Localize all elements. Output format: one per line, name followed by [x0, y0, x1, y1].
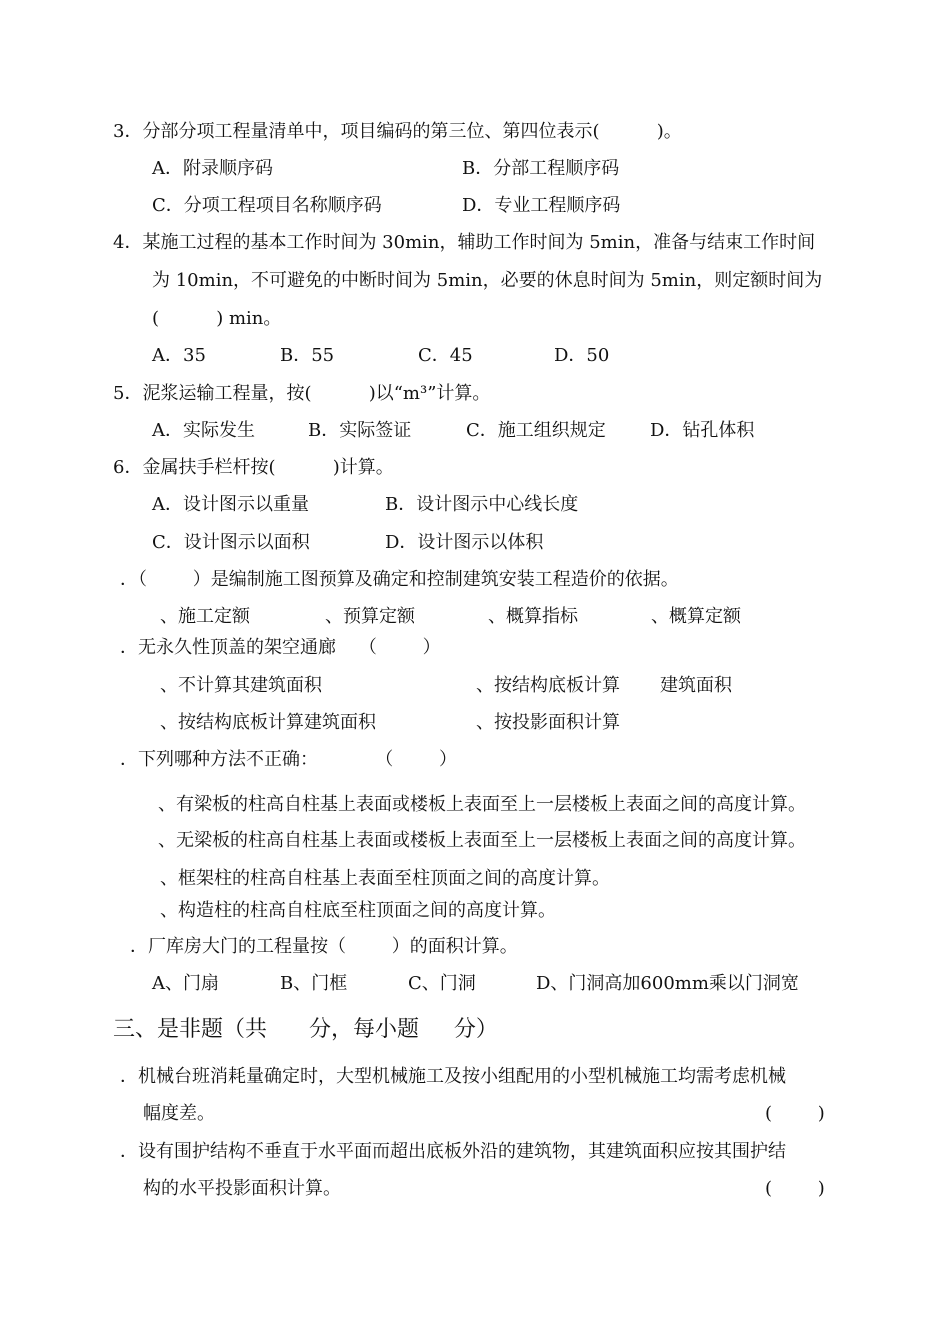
question-7-option-b: 、预算定额 [325, 606, 415, 627]
section-3-heading: 三、是非题（共 分，每小题 分） [113, 1017, 498, 1042]
question-8-option-d: 、按投影面积计算 [476, 712, 620, 733]
question-10-option-b: B、门框 [280, 973, 348, 994]
question-9-option-c: 、框架柱的柱高自柱基上表面至柱顶面之间的高度计算。 [160, 868, 610, 889]
question-3-option-b: B．分部工程顺序码 [462, 158, 620, 179]
true-false-1-answer-paren: ( ) [765, 1103, 825, 1124]
question-7-stem: ．（ ）是编制施工图预算及确定和控制建筑安装工程造价的依据。 [120, 569, 679, 590]
true-false-2-line-1: ．设有围护结构不垂直于水平面而超出底板外沿的建筑物，其建筑面积应按其围护结 [120, 1141, 786, 1162]
question-6-option-d: D．设计图示以体积 [385, 532, 544, 553]
question-9-stem: ．下列哪种方法不正确： （ ） [120, 749, 457, 770]
question-6-option-c: C．设计图示以面积 [152, 532, 310, 553]
question-10-option-c: C、门洞 [408, 973, 476, 994]
question-5-option-b: B．实际签证 [308, 420, 412, 441]
question-3-stem: 3．分部分项工程量清单中，项目编码的第三位、第四位表示( )。 [113, 121, 682, 142]
question-3-option-d: D．专业工程顺序码 [462, 195, 621, 216]
question-5-stem: 5．泥浆运输工程量，按( )以“m³”计算。 [113, 383, 491, 404]
question-5-option-a: A．实际发生 [152, 420, 255, 441]
question-10-stem: ．厂库房大门的工程量按（ ）的面积计算。 [130, 936, 518, 957]
question-7-option-a: 、施工定额 [160, 606, 250, 627]
question-5-option-c: C．施工组织规定 [466, 420, 606, 441]
question-4-stem-line-3: ( ) min。 [152, 308, 282, 329]
question-6-stem: 6．金属扶手栏杆按( )计算。 [113, 457, 394, 478]
question-4-option-b: B．55 [280, 345, 335, 366]
question-10-option-d: D、门洞高加600mm乘以门洞宽 [536, 973, 799, 994]
question-8-stem: ．无永久性顶盖的架空通廊 （ ） [120, 637, 441, 658]
question-4-stem-line-2: 为 10min，不可避免的中断时间为 5min，必要的休息时间为 5min，则定额时间为 [152, 270, 823, 291]
question-3-option-a: A．附录顺序码 [152, 158, 273, 179]
question-4-option-d: D．50 [554, 345, 610, 366]
true-false-1-line-2: 幅度差。 [143, 1103, 215, 1124]
question-8-option-b-part-1: 、按结构底板计算 [476, 675, 620, 696]
true-false-2-answer-paren: ( ) [765, 1178, 825, 1199]
question-8-option-b-part-2: 建筑面积 [660, 675, 732, 696]
question-5-option-d: D．钻孔体积 [650, 420, 755, 441]
question-10-option-a: A、门扇 [152, 973, 219, 994]
question-7-option-c: 、概算指标 [488, 606, 578, 627]
question-3-option-c: C．分项工程项目名称顺序码 [152, 195, 382, 216]
question-4-stem-line-1: 4．某施工过程的基本工作时间为 30min，辅助工作时间为 5min，准备与结束工作时间 [113, 232, 816, 253]
question-6-option-a: A．设计图示以重量 [152, 494, 309, 515]
question-4-option-c: C．45 [418, 345, 473, 366]
true-false-2-line-2: 构的水平投影面积计算。 [143, 1178, 341, 1199]
question-6-option-b: B．设计图示中心线长度 [385, 494, 579, 515]
question-8-option-a: 、不计算其建筑面积 [160, 675, 322, 696]
question-9-option-d: 、构造柱的柱高自柱底至柱顶面之间的高度计算。 [160, 900, 556, 921]
question-7-option-d: 、概算定额 [651, 606, 741, 627]
true-false-1-line-1: ．机械台班消耗量确定时，大型机械施工及按小组配用的小型机械施工均需考虑机械 [120, 1066, 786, 1087]
question-9-option-b: 、无梁板的柱高自柱基上表面或楼板上表面至上一层楼板上表面之间的高度计算。 [158, 830, 806, 851]
question-4-option-a: A．35 [152, 345, 206, 366]
question-9-option-a: 、有梁板的柱高自柱基上表面或楼板上表面至上一层楼板上表面之间的高度计算。 [158, 794, 806, 815]
question-8-option-c: 、按结构底板计算建筑面积 [160, 712, 376, 733]
